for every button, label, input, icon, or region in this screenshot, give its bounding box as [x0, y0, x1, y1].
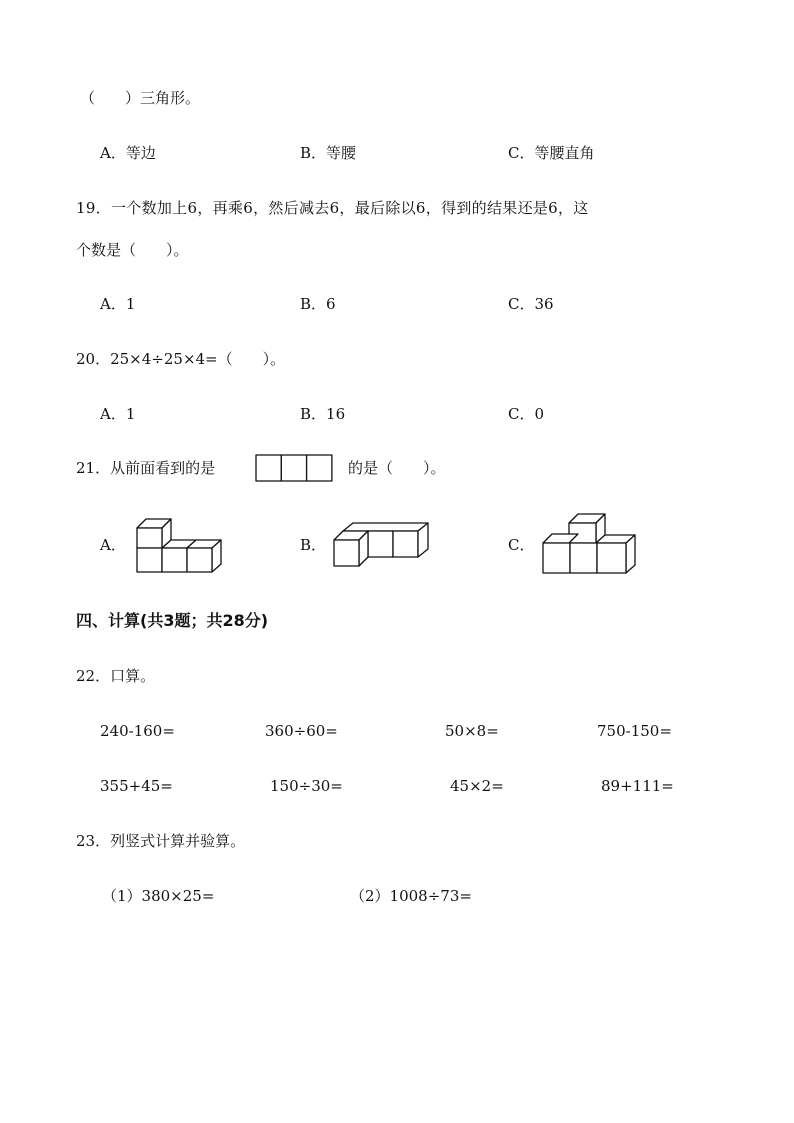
q21-option-c-label: C． — [508, 536, 535, 554]
q21-option-a-label: A． — [100, 536, 126, 554]
q21-option-b-cube-figure — [333, 522, 433, 570]
q22-item-8: 89+111= — [601, 777, 674, 795]
q22-item-1: 240-160= — [100, 722, 175, 740]
q22-item-3: 50×8= — [445, 722, 499, 740]
q19-option-c: C．36 — [508, 295, 554, 313]
q21-stem-prefix: 21．从前面看到的是 — [76, 459, 216, 477]
q18-stem-tail: （ ）三角形。 — [80, 89, 201, 107]
q18-option-b: B．等腰 — [300, 144, 357, 162]
q19-stem-line2: 个数是（ ）。 — [76, 241, 189, 259]
q19-stem-line1: 19．一个数加上6，再乘6，然后减去6，最后除以6，得到的结果还是6，这 — [76, 199, 589, 217]
q21-option-c-cube-figure — [542, 513, 642, 575]
q20-option-c: C．0 — [508, 405, 545, 423]
q22-item-6: 150÷30= — [270, 777, 343, 795]
q20-option-a: A．1 — [100, 405, 136, 423]
q21-stem-suffix: 的是（ ）。 — [348, 459, 446, 477]
q18-option-c: C．等腰直角 — [508, 144, 595, 162]
q20-option-b: B．16 — [300, 405, 346, 423]
q19-option-a: A．1 — [100, 295, 136, 313]
q22-item-5: 355+45= — [100, 777, 173, 795]
q22-item-7: 45×2= — [450, 777, 504, 795]
q23-item-2: （2）1008÷73= — [350, 887, 472, 905]
q23-stem: 23．列竖式计算并验算。 — [76, 832, 246, 850]
q21-option-b-label: B． — [300, 536, 327, 554]
q21-option-a-cube-figure — [136, 518, 226, 574]
q22-stem: 22．口算。 — [76, 667, 156, 685]
q22-item-4: 750-150= — [597, 722, 672, 740]
q19-option-b: B．6 — [300, 295, 336, 313]
front-view-three-squares-figure — [255, 454, 335, 484]
q20-stem: 20．25×4÷25×4=（ ）。 — [76, 350, 286, 368]
section-heading: 四、计算(共3题；共28分) — [76, 611, 269, 630]
q22-item-2: 360÷60= — [265, 722, 338, 740]
q18-option-a: A．等边 — [100, 144, 156, 162]
q23-item-1: （1）380×25= — [102, 887, 215, 905]
